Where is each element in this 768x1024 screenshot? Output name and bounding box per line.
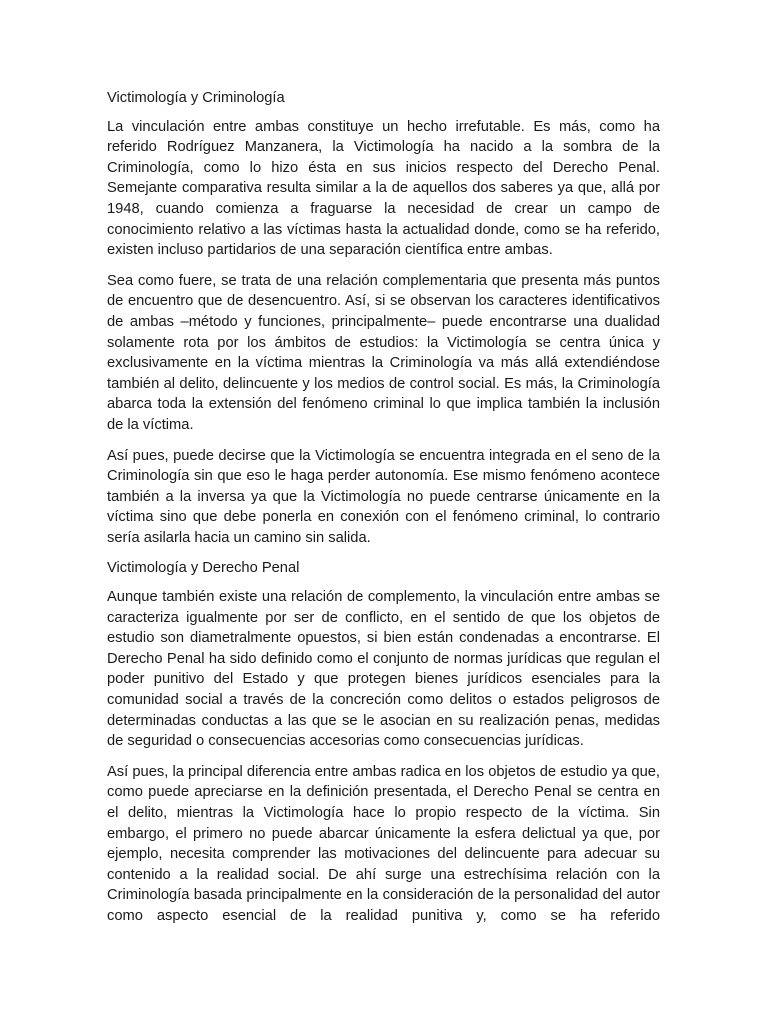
paragraph: Sea como fuere, se trata de una relación complementaria que presenta más puntos de encuentro que de desencuentro. Así, si se observan los caracteres identificativos de ambas –método y funciones, principalmente– puede encontrarse una dualidad solamente rota por los ámbitos de estudios: la Victimología se centra única y exclusivamente en la víctima mientras la Criminología va más allá extendiéndose también al delito, delincuente y los medios de control social. Es más, la Criminología abarca toda la extensión del fenómeno criminal lo que implica también la inclusión de la víctima. bbox=[107, 272, 660, 433]
paragraph: Así pues, puede decirse que la Victimología se encuentra integrada en el seno de la Criminología sin que eso le haga perder autonomía. Ese mismo fenómeno acontece también a la inversa ya que la Victimología no puede centrarse únicamente en la víctima sino que debe ponerla en conexión con el fenómeno criminal, lo contrario sería asilarla hacia un camino sin salida. bbox=[107, 447, 660, 546]
section-heading-victimologia-criminologia: Victimología y Criminología bbox=[107, 90, 285, 106]
paragraph: La vinculación entre ambas constituye un hecho irrefutable. Es más, como ha referido Rodríguez Manzanera, la Victimología ha nacido a la sombra de la Criminología, como lo hizo ésta en sus inicios respecto del Derecho Penal. Semejante comparativa resulta similar a la de aquellos dos saberes ya que, allá por 1948, cuando comienza a fraguarse la necesidad de crear un campo de conocimiento relativo a las víctimas hasta la actualidad donde, como se ha referido, existen incluso partidarios de una separación científica entre ambas. bbox=[107, 118, 660, 259]
paragraph: Aunque también existe una relación de complemento, la vinculación entre ambas se caracteriza igualmente por ser de conflicto, en el sentido de que los objetos de estudio son diametralmente opuestos, si bien están condenadas a encontrarse. El Derecho Penal ha sido definido como el conjunto de normas jurídicas que regulan el poder punitivo del Estado y que protegen bienes jurídicos esenciales para la comunidad social a través de la concreción como delitos o estados peligrosos de determinadas conductas a las que se le asocian en su realización penas, medidas de seguridad o consecuencias accesorias como consecuencias jurídicas. bbox=[107, 589, 660, 750]
section-heading-victimologia-derecho-penal: Victimología y Derecho Penal bbox=[107, 560, 300, 577]
document-page bbox=[107, 88, 660, 937]
paragraph: Así pues, la principal diferencia entre ambas radica en los objetos de estudio ya que, como puede apreciarse en la definición presentada, el Derecho Penal se centra en el delito, mientras la Victimología hace lo propio respecto de la víctima. Sin embargo, el primero no puede abarcar únicamente la esfera delictual ya que, por ejemplo, necesita comprender las motivaciones del delincuente para adecuar su contenido a la realidad social. De ahí surge una estrechísima relación con la Criminología basada principalmente en la consideración de la personalidad del autor como aspecto esencial de la realidad punitiva y, como se ha referido bbox=[107, 763, 660, 924]
